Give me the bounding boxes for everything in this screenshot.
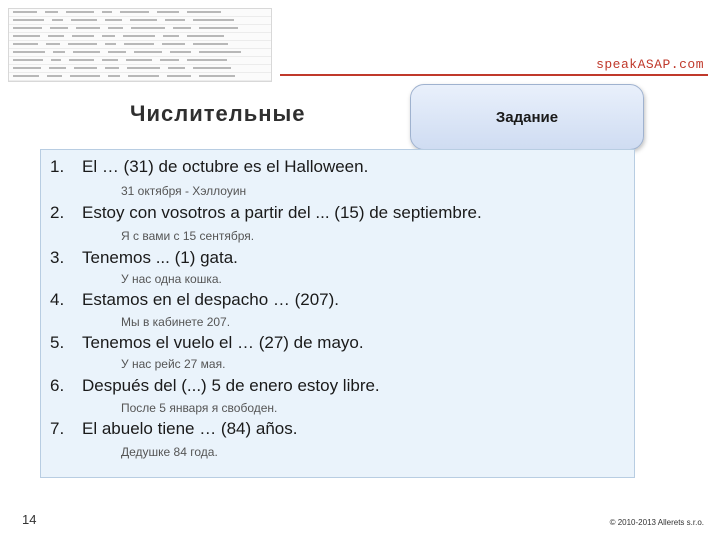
thumbnail-table [8,8,272,82]
thumbnail-cell [13,67,41,69]
thumbnail-cell [105,43,116,45]
thumbnail-cell [13,59,43,61]
item-translation: Мы в кабинете 207. [121,315,231,329]
exercise-item [50,290,339,310]
item-translation: Я с вами с 15 сентября. [121,229,255,243]
exercise-item [50,419,297,439]
thumbnail-cell [199,75,235,77]
thumbnail-cell [130,19,157,21]
thumbnail-cell [105,19,122,21]
item-translation: 31 октября - Хэллоуин [121,184,247,198]
thumbnail-cell [199,51,241,53]
copyright: © 2010-2013 Allerets s.r.o. [609,518,704,527]
thumbnail-cell [13,19,44,21]
thumbnail-cell [68,43,97,45]
thumbnail-cell [70,75,100,77]
exercise-item [50,203,482,223]
thumbnail-cell [120,11,149,13]
item-text: El abuelo tiene … (84) años. [82,419,298,438]
thumbnail-cell [193,19,234,21]
thumbnail-cell [13,11,37,13]
thumbnail-cell [193,43,228,45]
thumbnail-cell [69,59,94,61]
thumbnail-cell [108,51,126,53]
thumbnail-cell [102,59,118,61]
thumbnail-row [9,73,271,81]
thumbnail-cell [131,27,165,29]
item-number: 7. [50,419,65,438]
thumbnail-cell [160,59,179,61]
thumbnail-cell [134,51,162,53]
item-text: Tenemos el vuelo el … (27) de mayo. [82,333,364,352]
thumbnail-cell [199,27,238,29]
thumbnail-row [9,49,271,57]
thumbnail-cell [73,51,100,53]
thumbnail-cell [47,75,62,77]
task-button[interactable]: Задание [410,84,644,150]
thumbnail-row [9,33,271,41]
thumbnail-cell [162,43,185,45]
thumbnail-cell [187,59,227,61]
thumbnail-row [9,57,271,65]
thumbnail-row [9,25,271,33]
thumbnail-cell [13,35,40,37]
brand-divider [280,74,708,76]
thumbnail-cell [173,27,191,29]
item-translation: Дедушке 84 года. [121,445,218,459]
thumbnail-cell [53,51,65,53]
item-translation: После 5 января я свободен. [121,401,278,415]
thumbnail-cell [163,35,179,37]
thumbnail-cell [13,75,39,77]
thumbnail-cell [51,59,61,61]
thumbnail-row [9,17,271,25]
thumbnail-cell [66,11,94,13]
thumbnail-cell [48,35,64,37]
thumbnail-cell [124,43,154,45]
thumbnail-cell [52,19,63,21]
thumbnail-cell [50,27,68,29]
thumbnail-cell [157,11,179,13]
thumbnail-cell [123,35,155,37]
thumbnail-cell [127,67,160,69]
thumbnail-cell [76,27,100,29]
thumbnail-cell [126,59,152,61]
thumbnail-cell [167,75,191,77]
item-text: Después del (...) 5 de enero estoy libre. [82,376,380,395]
thumbnail-cell [72,35,94,37]
thumbnail-cell [102,11,112,13]
item-text: Estoy con vosotros a partir del ... (15) de septiembre. [82,203,482,222]
thumbnail-row [9,9,271,17]
thumbnail-cell [108,27,123,29]
thumbnail-cell [13,51,45,53]
thumbnail-row [9,65,271,73]
thumbnail-cell [49,67,66,69]
item-text: El … (31) de octubre es el Halloween. [82,157,369,176]
thumbnail-cell [187,11,221,13]
thumbnail-cell [13,43,38,45]
thumbnail-cell [187,35,224,37]
thumbnail-cell [45,11,58,13]
thumbnail-cell [105,67,119,69]
item-number: 3. [50,248,65,267]
item-translation: У нас рейс 27 мая. [121,357,226,371]
exercise-item [50,333,364,353]
thumbnail-cell [71,19,97,21]
item-number: 6. [50,376,65,395]
thumbnail-cell [46,43,60,45]
thumbnail-cell [102,35,115,37]
brand-logo: speakASAP.com [596,57,704,72]
slide-title: Числительные [130,101,306,126]
thumbnail-cell [168,67,185,69]
thumbnail-cell [108,75,120,77]
thumbnail-cell [74,67,97,69]
exercise-item [50,157,368,177]
item-number: 1. [50,157,65,176]
item-number: 5. [50,333,65,352]
item-text: Estamos en el despacho … (207). [82,290,340,309]
exercise-item [50,248,238,268]
exercise-item [50,376,380,396]
item-translation: У нас одна кошка. [121,272,222,286]
item-number: 2. [50,203,65,222]
page-number: 14 [22,512,37,527]
thumbnail-cell [13,27,42,29]
thumbnail-cell [170,51,191,53]
thumbnail-cell [165,19,185,21]
item-number: 4. [50,290,65,309]
thumbnail-cell [193,67,231,69]
thumbnail-row [9,41,271,49]
item-text: Tenemos ... (1) gata. [82,248,238,267]
thumbnail-cell [128,75,159,77]
